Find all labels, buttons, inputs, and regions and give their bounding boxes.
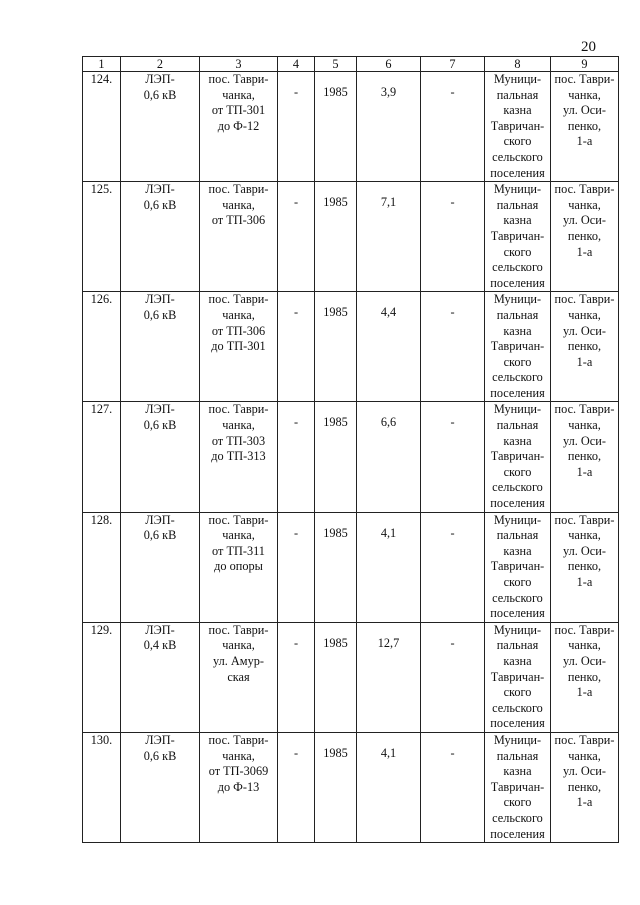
owner-cell: [485, 292, 551, 402]
row-number-cell: 129.: [83, 622, 121, 732]
owner-cell-line: ского: [503, 464, 532, 479]
owner-cell-line: поселения: [490, 826, 545, 841]
owner-cell-line: Муници-: [493, 402, 542, 417]
row-number-cell: 124.: [83, 72, 121, 182]
table-row: [83, 402, 619, 512]
column-header: 9: [551, 57, 619, 72]
address-cell-line: чанка,: [568, 197, 601, 212]
location-cell-line: до ТП-301: [211, 339, 266, 354]
col7-cell: -: [421, 292, 485, 402]
owner-cell-line: сельского: [492, 590, 543, 605]
col7-cell: -: [421, 732, 485, 842]
address-cell-line: чанка,: [568, 307, 601, 322]
location-cell-line: от ТП-311: [212, 543, 265, 558]
owner-cell-line: ского: [503, 354, 532, 369]
line-name-cell-line: ЛЭП-: [145, 72, 175, 86]
owner-cell-line: пальная: [496, 418, 539, 433]
location-cell-line: ская: [227, 669, 250, 684]
address-cell: [551, 292, 619, 402]
table-row: [83, 512, 619, 622]
owner-cell-line: казна: [503, 213, 532, 228]
line-name-cell-line: 0,6 кВ: [143, 87, 177, 102]
line-name-cell-line: ЛЭП-: [145, 182, 175, 197]
address-cell-line: ул. Оси-: [563, 653, 606, 668]
address-cell-line: ул. Оси-: [563, 543, 606, 558]
address-cell-line: ул. Оси-: [563, 213, 606, 228]
owner-cell-line: пальная: [496, 197, 539, 212]
owner-cell-line: казна: [503, 103, 532, 118]
location-cell-line: до Ф-13: [217, 779, 260, 794]
address-cell-line: 1-а: [576, 685, 593, 700]
owner-cell-line: казна: [503, 433, 532, 448]
line-name-cell-line: 0,4 кВ: [143, 638, 177, 653]
address-cell-line: пенко,: [567, 228, 602, 243]
column-header: 1: [83, 57, 121, 72]
owner-cell-line: поселения: [490, 716, 545, 731]
address-cell-line: пос. Таври-: [554, 512, 615, 527]
address-cell-line: 1-а: [576, 244, 593, 259]
line-name-cell: [121, 622, 200, 732]
owner-cell: [485, 182, 551, 292]
location-cell: [200, 72, 278, 182]
table-body: [83, 72, 619, 843]
line-name-cell-line: 0,6 кВ: [143, 418, 177, 433]
owner-cell-line: Муници-: [493, 292, 542, 307]
line-name-cell: [121, 292, 200, 402]
address-cell-line: ул. Оси-: [563, 103, 606, 118]
address-cell-line: пос. Таври-: [554, 72, 615, 86]
table-row: [83, 72, 619, 182]
line-name-cell-line: ЛЭП-: [145, 732, 175, 747]
location-cell-line: чанка,: [222, 748, 255, 763]
column-header: 3: [200, 57, 278, 72]
year-cell: 1985: [315, 182, 357, 292]
column-header: 2: [121, 57, 200, 72]
location-cell-line: чанка,: [222, 418, 255, 433]
location-cell-line: пос. Таври-: [208, 72, 269, 86]
col4-cell: -: [278, 402, 315, 512]
owner-cell-line: Муници-: [493, 72, 542, 86]
owner-cell-line: сельского: [492, 700, 543, 715]
line-name-cell-line: 0,6 кВ: [143, 748, 177, 763]
address-cell-line: пенко,: [567, 669, 602, 684]
line-name-cell-line: ЛЭП-: [145, 402, 175, 417]
address-cell-line: пос. Таври-: [554, 402, 615, 417]
owner-cell-line: казна: [503, 764, 532, 779]
owner-cell-line: Тавричан-: [490, 559, 545, 574]
location-cell-line: от ТП-306: [211, 213, 266, 228]
year-cell: 1985: [315, 512, 357, 622]
value-cell: 4,4: [357, 292, 421, 402]
owner-cell-line: ского: [503, 575, 532, 589]
row-number-cell: 126.: [83, 292, 121, 402]
col4-cell: -: [278, 622, 315, 732]
address-cell: [551, 622, 619, 732]
location-cell-line: чанка,: [222, 87, 255, 102]
row-number-cell: 125.: [83, 182, 121, 292]
location-cell-line: от ТП-3069: [208, 764, 269, 779]
location-cell-line: пос. Таври-: [208, 622, 269, 637]
owner-cell: [485, 72, 551, 182]
line-name-cell-line: 0,6 кВ: [143, 197, 177, 212]
location-cell-line: от ТП-301: [211, 103, 266, 118]
location-cell-line: от ТП-303: [211, 433, 266, 448]
owner-cell-line: Муници-: [493, 512, 542, 527]
col7-cell: -: [421, 402, 485, 512]
address-cell: [551, 732, 619, 842]
owner-cell-line: пальная: [496, 87, 539, 102]
owner-cell-line: казна: [503, 653, 532, 668]
location-cell-line: до ТП-313: [211, 449, 266, 464]
address-cell-line: ул. Оси-: [563, 323, 606, 338]
owner-cell-line: пальная: [496, 638, 539, 653]
address-cell-line: пос. Таври-: [554, 622, 615, 637]
line-name-cell: [121, 402, 200, 512]
owner-cell-line: пальная: [496, 307, 539, 322]
address-cell-line: чанка,: [568, 528, 601, 543]
owner-cell-line: Муници-: [493, 622, 542, 637]
row-number-cell: 130.: [83, 732, 121, 842]
owner-cell-line: Муници-: [493, 732, 542, 747]
location-cell-line: чанка,: [222, 638, 255, 653]
header-row: [83, 57, 619, 72]
address-cell: [551, 182, 619, 292]
owner-cell: [485, 402, 551, 512]
col7-cell: -: [421, 622, 485, 732]
owner-cell-line: Тавричан-: [490, 228, 545, 243]
value-cell: 7,1: [357, 182, 421, 292]
value-cell: 3,9: [357, 72, 421, 182]
table-row: [83, 292, 619, 402]
line-name-cell-line: ЛЭП-: [145, 512, 175, 527]
owner-cell-line: поселения: [490, 606, 545, 621]
location-cell-line: пос. Таври-: [208, 182, 269, 197]
owner-cell-line: поселения: [490, 385, 545, 400]
address-cell-line: 1-а: [576, 464, 593, 479]
col7-cell: -: [421, 182, 485, 292]
owner-cell-line: Тавричан-: [490, 118, 545, 133]
owner-cell-line: пальная: [496, 528, 539, 543]
owner-cell-line: ского: [503, 134, 532, 149]
address-cell-line: чанка,: [568, 87, 601, 102]
owner-cell-line: сельского: [492, 260, 543, 275]
row-number-cell: 127.: [83, 402, 121, 512]
address-cell: [551, 512, 619, 622]
address-cell-line: ул. Оси-: [563, 433, 606, 448]
address-cell-line: 1-а: [576, 575, 593, 589]
table-row: [83, 622, 619, 732]
year-cell: 1985: [315, 292, 357, 402]
col4-cell: -: [278, 292, 315, 402]
address-cell-line: 1-а: [576, 134, 593, 149]
location-cell: [200, 292, 278, 402]
owner-cell-line: ского: [503, 685, 532, 700]
owner-cell-line: Муници-: [493, 182, 542, 197]
location-cell-line: до опоры: [214, 559, 263, 574]
col7-cell: -: [421, 512, 485, 622]
owner-cell-line: сельского: [492, 480, 543, 495]
address-cell-line: пенко,: [567, 449, 602, 464]
address-cell-line: пенко,: [567, 118, 602, 133]
line-name-cell-line: ЛЭП-: [145, 292, 175, 307]
owner-cell-line: поселения: [490, 165, 545, 180]
owner-cell-line: казна: [503, 323, 532, 338]
line-name-cell: [121, 732, 200, 842]
value-cell: 12,7: [357, 622, 421, 732]
address-cell-line: пос. Таври-: [554, 732, 615, 747]
owner-cell: [485, 732, 551, 842]
location-cell: [200, 732, 278, 842]
column-header: 8: [485, 57, 551, 72]
location-cell-line: от ТП-306: [211, 323, 266, 338]
line-name-cell-line: 0,6 кВ: [143, 528, 177, 543]
location-cell-line: пос. Таври-: [208, 292, 269, 307]
address-cell-line: чанка,: [568, 418, 601, 433]
owner-cell-line: поселения: [490, 496, 545, 511]
col4-cell: -: [278, 72, 315, 182]
year-cell: 1985: [315, 622, 357, 732]
col7-cell: -: [421, 72, 485, 182]
owner-cell-line: ского: [503, 795, 532, 810]
table-row: [83, 732, 619, 842]
year-cell: 1985: [315, 402, 357, 512]
owner-cell: [485, 512, 551, 622]
address-cell-line: чанка,: [568, 748, 601, 763]
line-name-cell: [121, 72, 200, 182]
location-cell-line: пос. Таври-: [208, 512, 269, 527]
address-cell-line: ул. Оси-: [563, 764, 606, 779]
column-header: 4: [278, 57, 315, 72]
line-name-cell: [121, 182, 200, 292]
column-header: 6: [357, 57, 421, 72]
location-cell-line: чанка,: [222, 197, 255, 212]
location-cell-line: до Ф-12: [217, 118, 260, 133]
address-cell-line: пенко,: [567, 779, 602, 794]
page-number: 20: [581, 39, 596, 55]
col4-cell: -: [278, 732, 315, 842]
owner-cell-line: сельского: [492, 370, 543, 385]
col4-cell: -: [278, 182, 315, 292]
location-cell-line: пос. Таври-: [208, 732, 269, 747]
owner-cell-line: ского: [503, 244, 532, 259]
owner-cell-line: пальная: [496, 748, 539, 763]
col4-cell: -: [278, 512, 315, 622]
owner-cell-line: поселения: [490, 275, 545, 290]
year-cell: 1985: [315, 72, 357, 182]
location-cell: [200, 512, 278, 622]
owner-cell-line: казна: [503, 543, 532, 558]
table-row: [83, 182, 619, 292]
owner-cell-line: Тавричан-: [490, 449, 545, 464]
address-cell: [551, 72, 619, 182]
owner-cell: [485, 622, 551, 732]
address-cell-line: пенко,: [567, 559, 602, 574]
address-cell-line: пос. Таври-: [554, 182, 615, 197]
row-number-cell: 128.: [83, 512, 121, 622]
address-cell-line: пенко,: [567, 339, 602, 354]
location-cell-line: ул. Амур-: [213, 653, 264, 668]
line-name-cell-line: ЛЭП-: [145, 622, 175, 637]
location-cell: [200, 182, 278, 292]
address-cell: [551, 402, 619, 512]
owner-cell-line: сельского: [492, 810, 543, 825]
value-cell: 4,1: [357, 732, 421, 842]
column-header: 5: [315, 57, 357, 72]
owner-cell-line: Тавричан-: [490, 779, 545, 794]
address-cell-line: 1-а: [576, 354, 593, 369]
location-cell: [200, 622, 278, 732]
location-cell-line: пос. Таври-: [208, 402, 269, 417]
location-cell: [200, 402, 278, 512]
address-cell-line: 1-а: [576, 795, 593, 810]
location-cell-line: чанка,: [222, 528, 255, 543]
column-header: 7: [421, 57, 485, 72]
line-name-cell: [121, 512, 200, 622]
value-cell: 4,1: [357, 512, 421, 622]
owner-cell-line: сельского: [492, 149, 543, 164]
value-cell: 6,6: [357, 402, 421, 512]
address-cell-line: чанка,: [568, 638, 601, 653]
address-cell-line: пос. Таври-: [554, 292, 615, 307]
owner-cell-line: Тавричан-: [490, 669, 545, 684]
line-name-cell-line: 0,6 кВ: [143, 307, 177, 322]
location-cell-line: чанка,: [222, 307, 255, 322]
owner-cell-line: Тавричан-: [490, 339, 545, 354]
year-cell: 1985: [315, 732, 357, 842]
property-table: [82, 56, 619, 843]
